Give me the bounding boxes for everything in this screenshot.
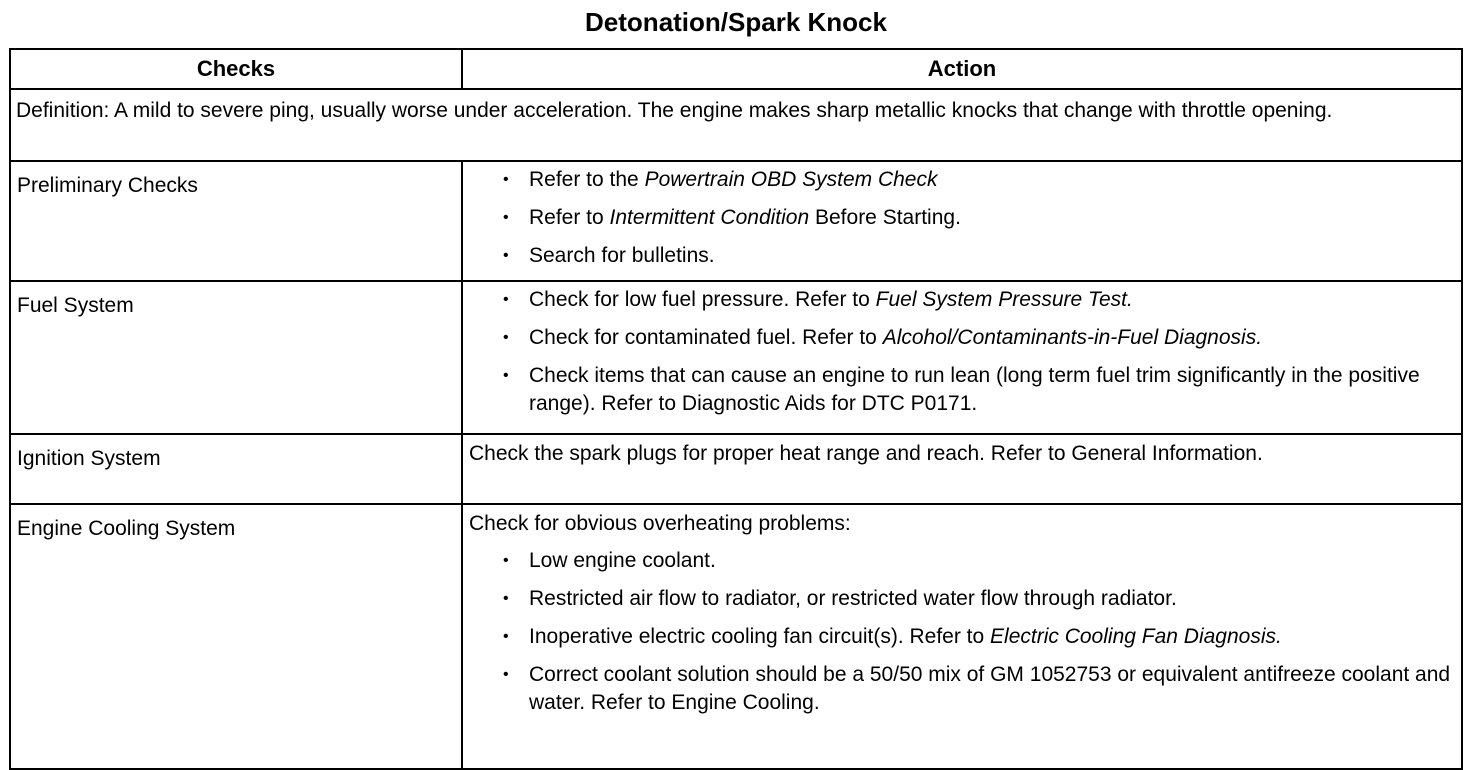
table-row bbox=[10, 434, 1462, 504]
table-row bbox=[10, 281, 1462, 434]
action-list bbox=[469, 547, 1451, 717]
list-item: • Check for low fuel pressure. Refer to Fuel System Pressure Test. bbox=[529, 286, 1451, 314]
list-item: • Search for bulletins. bbox=[529, 242, 1451, 270]
reference-link-text: Intermittent Condition bbox=[609, 206, 810, 229]
header-row bbox=[10, 49, 1462, 89]
reference-link-text: Fuel System Pressure Test. bbox=[875, 288, 1133, 311]
action-cell bbox=[462, 161, 1462, 281]
list-item: • Correct coolant solution should be a 50/50 mix of GM 1052753 or equivalent antifreeze coolant and water. Refer to Engine Cooling. bbox=[529, 661, 1451, 717]
list-item: • Restricted air flow to radiator, or restricted water flow through radiator. bbox=[529, 585, 1451, 613]
action-cell bbox=[462, 504, 1462, 769]
check-label: Preliminary Checks bbox=[10, 161, 462, 281]
reference-link-text: Electric Cooling Fan Diagnosis. bbox=[990, 625, 1282, 648]
list-item: • Refer to Intermittent Condition Before Starting. bbox=[529, 204, 1451, 232]
action-text: Check the spark plugs for proper heat range and reach. Refer to General Information. bbox=[462, 434, 1462, 504]
check-label: Engine Cooling System bbox=[10, 504, 462, 769]
list-item: • Refer to the Powertrain OBD System Check bbox=[529, 166, 1451, 194]
reference-link-text: Powertrain OBD System Check bbox=[644, 168, 938, 191]
definition-text: Definition: A mild to severe ping, usually worse under acceleration. The engine makes sharp metallic knocks that change with throttle opening. bbox=[10, 89, 1462, 161]
list-item: • Check items that can cause an engine to run lean (long term fuel trim significantly in the positive range). Refer to Diagnostic Aids for DTC P0171. bbox=[529, 362, 1451, 418]
list-item: • Inoperative electric cooling fan circuit(s). Refer to Electric Cooling Fan Diagnosis. bbox=[529, 623, 1451, 651]
definition-row bbox=[10, 89, 1462, 161]
checks-header: Checks bbox=[10, 49, 462, 89]
table-row bbox=[10, 161, 1462, 281]
check-label: Ignition System bbox=[10, 434, 462, 504]
action-list bbox=[469, 166, 1451, 270]
action-header: Action bbox=[462, 49, 1462, 89]
page-title: Detonation/Spark Knock bbox=[585, 7, 887, 37]
action-intro: Check for obvious overheating problems: bbox=[469, 512, 851, 535]
reference-link-text: Alcohol/Contaminants-in-Fuel Diagnosis. bbox=[882, 326, 1263, 349]
diagnostic-table bbox=[9, 48, 1463, 770]
table-row bbox=[10, 504, 1462, 769]
action-list bbox=[469, 286, 1451, 418]
list-item: • Check for contaminated fuel. Refer to Alcohol/Contaminants-in-Fuel Diagnosis. bbox=[529, 324, 1451, 352]
check-label: Fuel System bbox=[10, 281, 462, 434]
list-item: • Low engine coolant. bbox=[529, 547, 1451, 575]
action-cell bbox=[462, 281, 1462, 434]
